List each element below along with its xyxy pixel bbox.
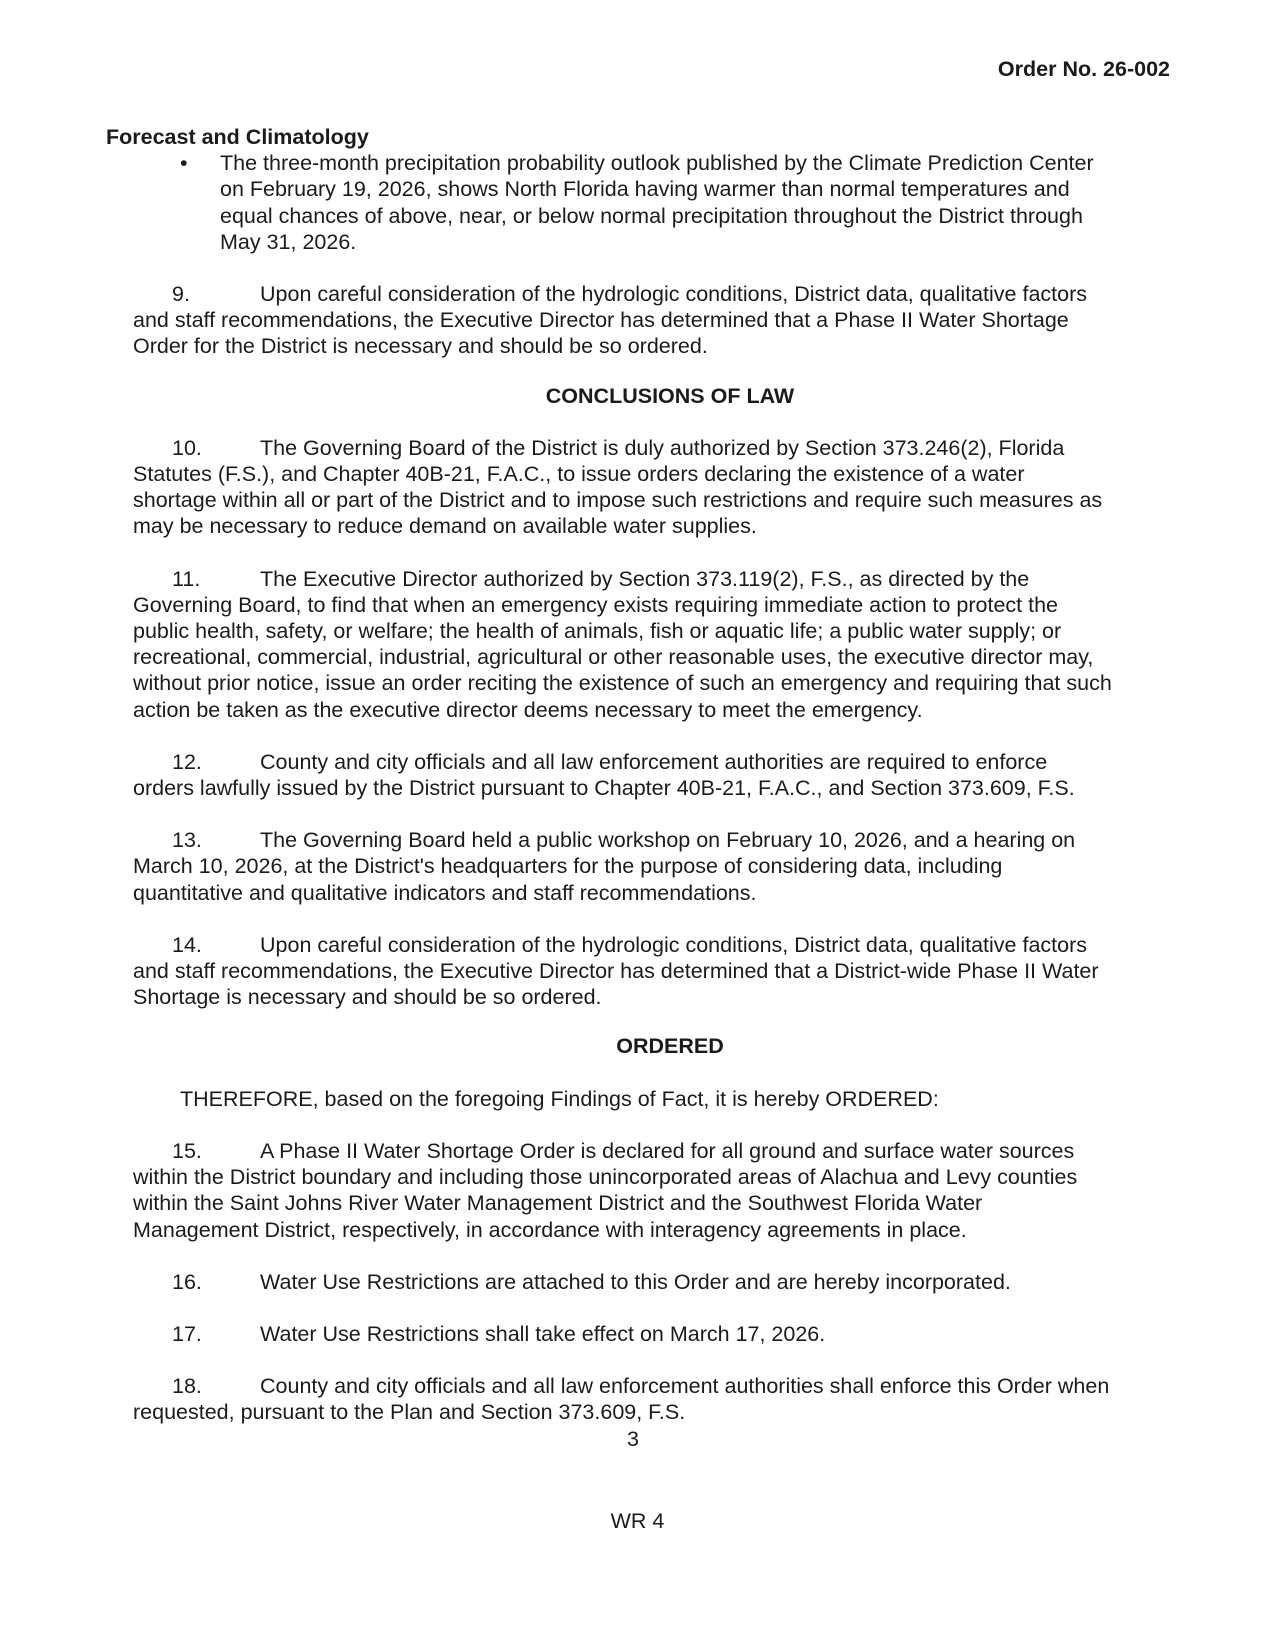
paragraph-10 [133,435,1113,540]
paragraph-15-text: A Phase II Water Shortage Order is declared for all ground and surface water sources within the District boundary and including those unincorporated areas of Alachua and Levy counties within the Saint Johns River Water Management District and the Southwest Florida Water Management District, respectively, in accordance with interagency agreements in place. [133,1138,1078,1242]
paragraph-17-number: 17. [172,1321,202,1346]
paragraph-12-text: County and city officials and all law enforcement authorities are required to enforce orders lawfully issued by the District pursuant to Chapter 40B-21, F.A.C., and Section 373.609, F.S. [133,749,1075,801]
paragraph-12-number: 12. [172,749,202,774]
paragraph-14 [133,932,1113,1011]
paragraph-13 [133,827,1113,906]
document-content [106,124,1275,1452]
bullet-item [180,150,1112,255]
paragraph-11 [133,566,1113,723]
footer-label: WR 4 [610,1509,665,1533]
paragraph-18 [133,1373,1113,1425]
forecast-heading: Forecast and Climatology [106,125,369,149]
order-number: Order No. 26-002 [997,57,1170,81]
page-number: 3 [627,1426,639,1451]
paragraph-9-number: 9. [172,282,190,307]
paragraph-14-text: Upon careful consideration of the hydrologic conditions, District data, qualitative factors and staff recommendations, the Executive Director has determined that a District-wide Phase II Water Shortage is necessary and should be so ordered. [133,932,1099,1010]
paragraph-10-number: 10. [172,435,202,460]
paragraph-17 [133,1321,1113,1347]
paragraph-9 [133,281,1113,360]
paragraph-16 [133,1269,1113,1295]
paragraph-17-text: Water Use Restrictions shall take effect on March 17, 2026. [260,1321,826,1346]
bullet-text: The three-month precipitation probability outlook published by the Climate Prediction Center on February 19, 2026, shows North Florida having warmer than normal temperatures and equal chances of above, near, or below normal precipitation throughout the District through May 31, 2026. [220,151,1094,254]
paragraph-11-number: 11. [172,566,201,591]
paragraph-9-text: Upon careful consideration of the hydrologic conditions, District data, qualitative factors and staff recommendations, the Executive Director has determined that a Phase II Water Shortage Order for the District is necessary and should be so ordered. [133,282,1087,359]
therefore-paragraph: THEREFORE, based on the foregoing Findings of Fact, it is hereby ORDERED: [180,1086,939,1111]
paragraph-11-text: The Executive Director authorized by Section 373.119(2), F.S., as directed by the Governing Board, to find that when an emergency exists requiring immediate action to protect the public health, safety, or welfare; the health of animals, fish or aquatic life; a public water supply; or recreational, commercial, industrial, agricultural or other reasonable uses, the executive director may, without prior notice, issue an order reciting the existence of such an emergency and requiring that such action be taken as the executive director deems necessary to meet the emergency. [133,566,1112,722]
paragraph-13-text: The Governing Board held a public workshop on February 10, 2026, and a hearing on March 10, 2026, at the District's headquarters for the purpose of considering data, including quantitative and qualitative indicators and staff recommendations. [133,828,1076,905]
paragraph-13-number: 13. [172,828,202,853]
paragraph-18-number: 18. [172,1374,202,1399]
paragraph-12 [133,749,1113,801]
paragraph-15 [133,1138,1113,1243]
paragraph-10-text: The Governing Board of the District is duly authorized by Section 373.246(2), Florida Statutes (F.S.), and Chapter 40B-21, F.A.C., to issue orders declaring the existence of a water shortage within all or part of the District and to impose such restrictions and require such measures as may be necessary to reduce demand on available water supplies. [133,435,1103,539]
paragraph-15-number: 15. [172,1138,202,1163]
paragraph-16-text: Water Use Restrictions are attached to this Order and are hereby incorporated. [260,1269,1011,1294]
ordered-heading: ORDERED [616,1034,724,1059]
paragraph-14-number: 14. [172,932,202,957]
paragraph-16-number: 16. [172,1269,202,1294]
paragraph-18-text: County and city officials and all law enforcement authorities shall enforce this Order when requested, pursuant to the Plan and Section 373.609, F.S. [133,1374,1110,1425]
conclusions-of-law-heading: CONCLUSIONS OF LAW [545,383,795,408]
bullet-icon: • [180,151,188,176]
